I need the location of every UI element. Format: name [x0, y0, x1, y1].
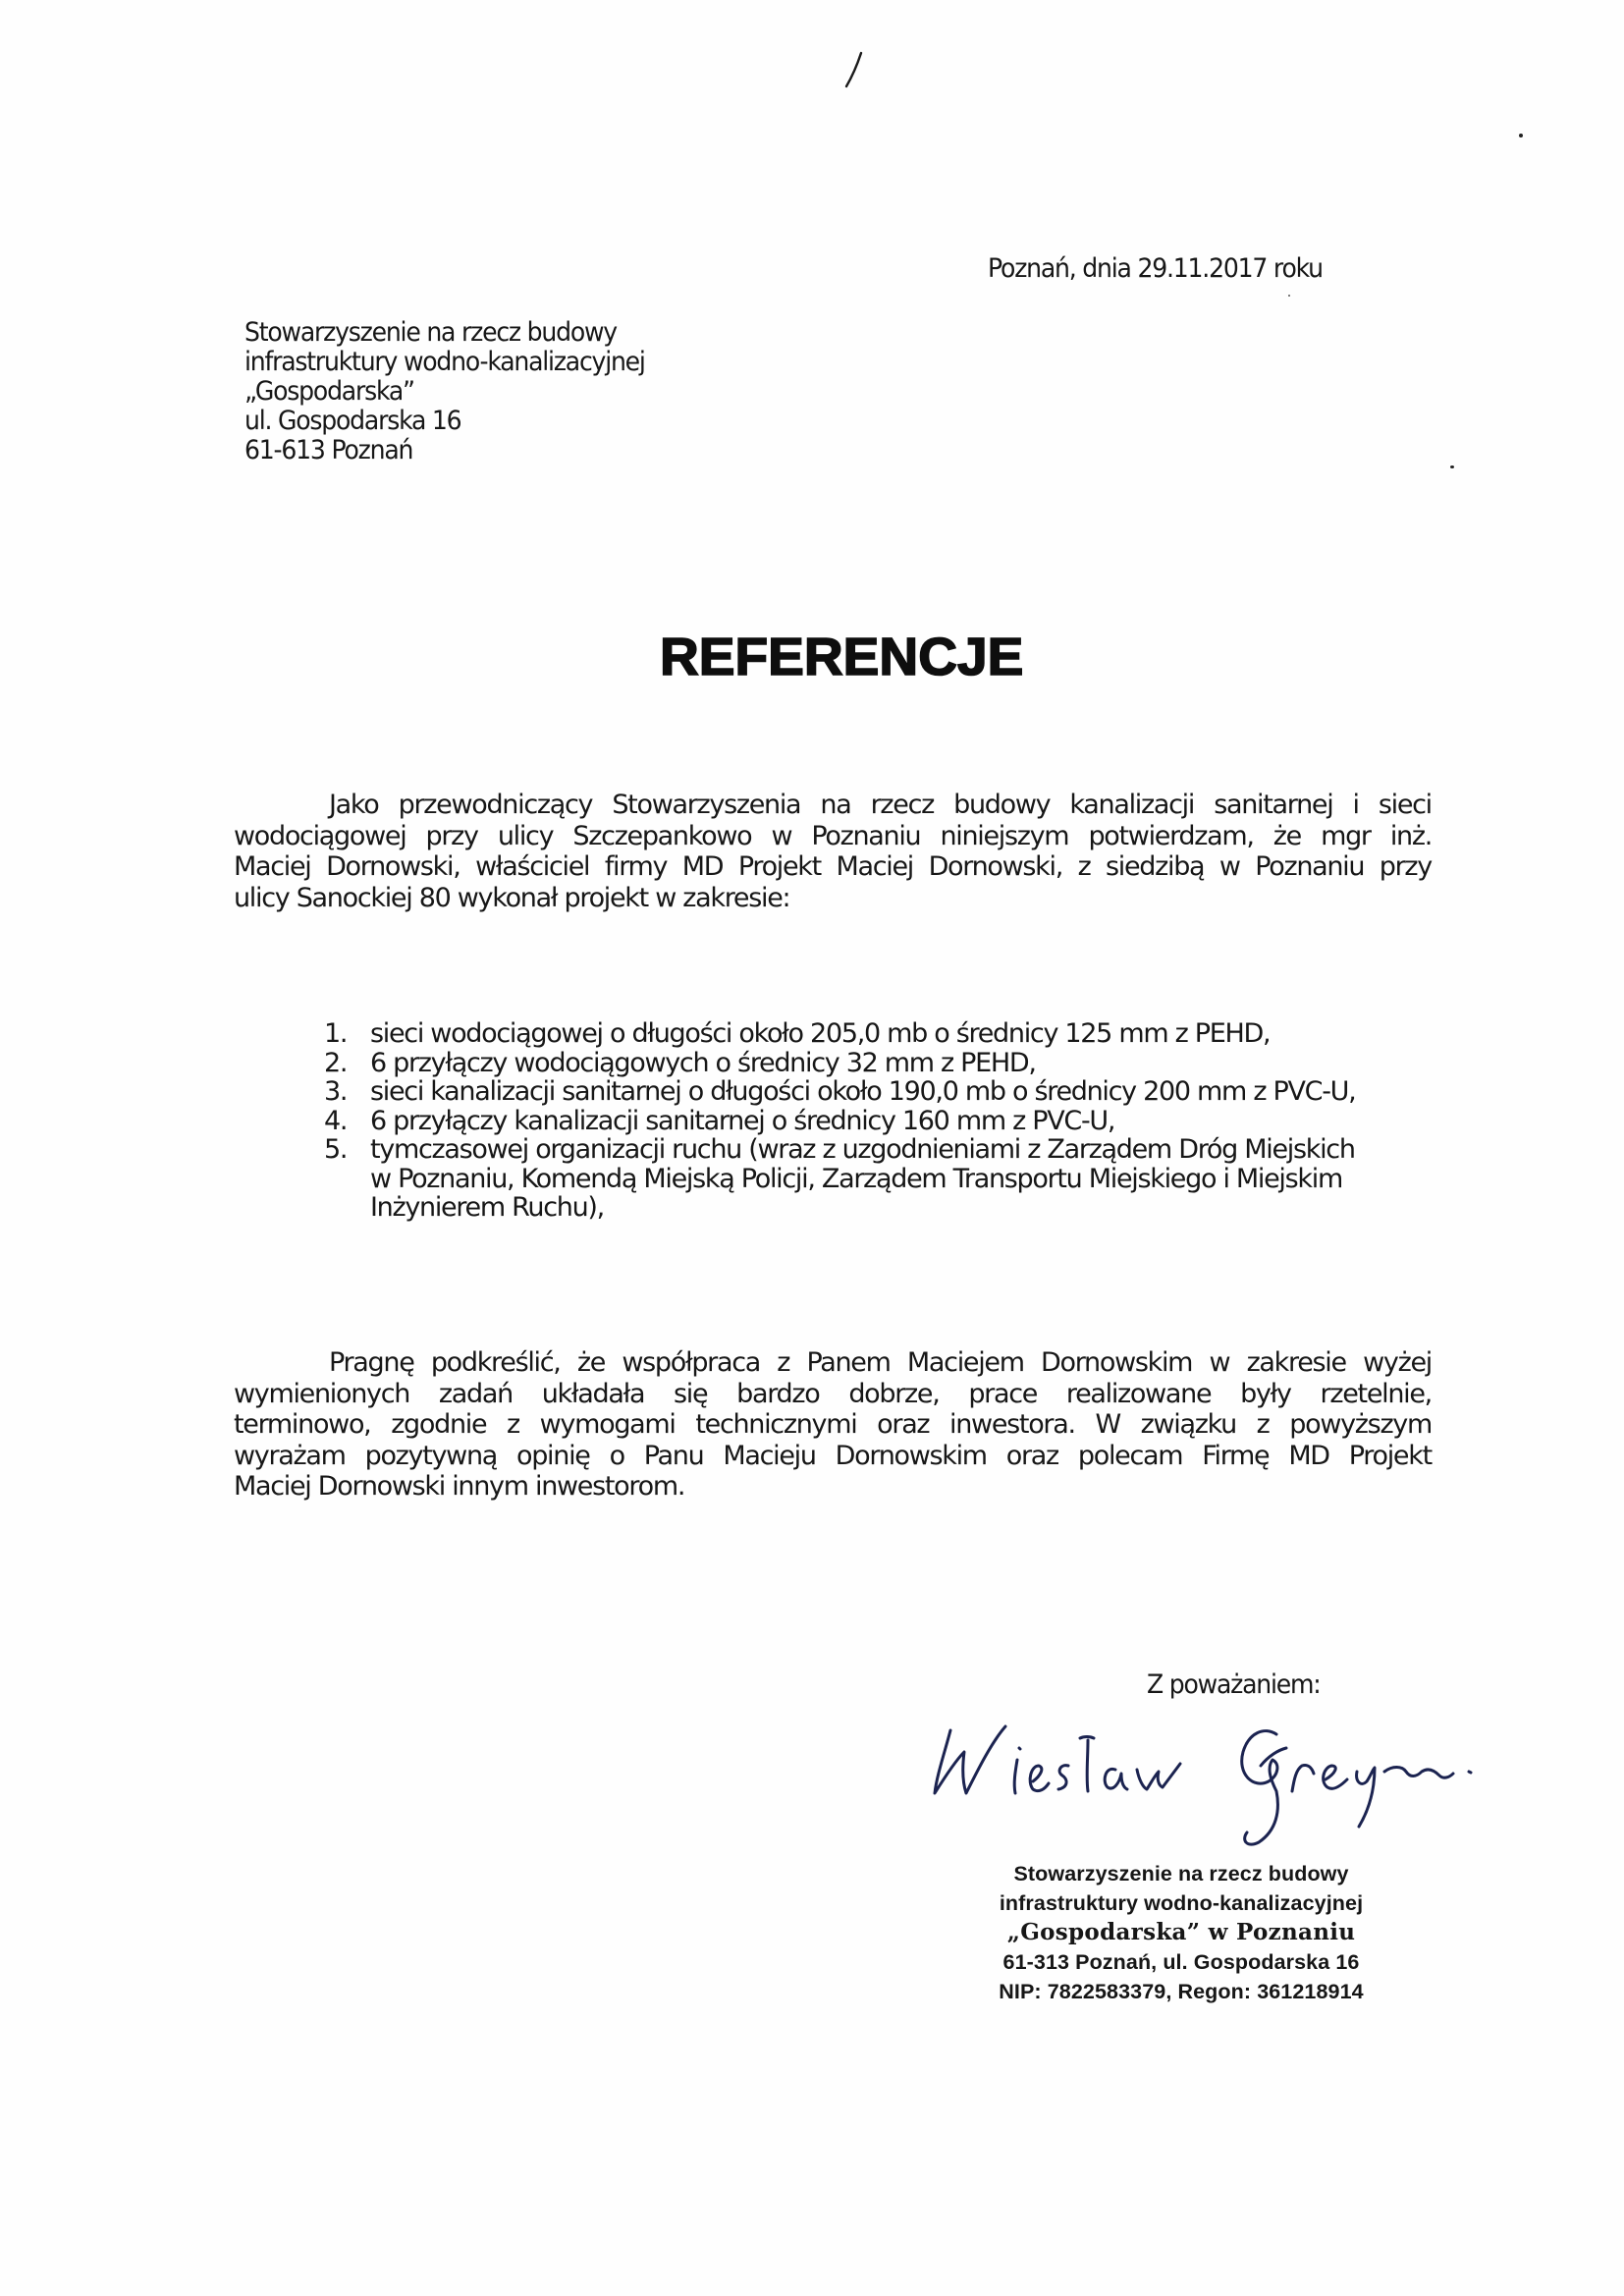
word: prace	[968, 1378, 1038, 1409]
word: na	[820, 790, 851, 820]
word: zakresie	[1246, 1347, 1346, 1378]
word: zadań	[438, 1378, 513, 1409]
word: W	[1095, 1409, 1120, 1440]
scan-speck	[1519, 134, 1523, 137]
word: Poznaniu	[1255, 851, 1365, 882]
word: w	[771, 820, 792, 851]
word: Stowarzyszenia	[612, 790, 801, 820]
word: z	[507, 1409, 519, 1440]
list-number: 3.	[324, 1076, 348, 1107]
paragraph-line	[234, 1441, 1432, 1472]
list-item-text: 6 przyłączy wodociągowych o średnicy 32 mm z PEHD,	[370, 1047, 1036, 1078]
word: technicznymi	[695, 1409, 857, 1440]
word: realizowane	[1065, 1378, 1212, 1409]
word: sanitarnej	[1214, 790, 1333, 820]
word: opinię	[516, 1440, 590, 1471]
word: z	[1256, 1409, 1270, 1440]
word: zgodnie	[391, 1409, 487, 1440]
word: z	[777, 1347, 790, 1378]
stamp-line: NIP: 7822583379, Regon: 361218914	[999, 1980, 1364, 2003]
word: się	[674, 1378, 708, 1409]
word: wodociągowej	[234, 820, 406, 851]
word: Jako	[329, 790, 379, 820]
paragraph-line: Maciej Dornowski innym inwestorom.	[234, 1471, 685, 1502]
list-item-text: sieci kanalizacji sanitarnej o długości około 190,0 mb o średnicy 200 mm z PVC-U,	[370, 1076, 1356, 1107]
word: Szczepankowo	[572, 820, 752, 851]
list-number: 1.	[324, 1018, 348, 1049]
recipient-address	[244, 318, 645, 465]
word: właściciel	[475, 851, 590, 882]
stamp-line: infrastruktury wodno-kanalizacyjnej	[999, 1891, 1364, 1915]
word: inwestora.	[949, 1409, 1075, 1440]
recipient-line: 61-613 Poznań	[244, 435, 413, 465]
word: mgr	[1321, 820, 1371, 851]
closing-paragraph	[234, 1347, 1432, 1503]
word: siedzibą	[1106, 851, 1205, 882]
organization-stamp	[978, 1859, 1384, 2006]
paragraph-line	[234, 851, 1432, 883]
paragraph-line	[234, 1347, 1432, 1379]
paragraph-line	[234, 1379, 1432, 1410]
word: układała	[541, 1378, 645, 1409]
list-item-text: sieci wodociągowej o długości około 205,0 mb o średnicy 125 mm z PEHD,	[370, 1018, 1271, 1049]
list-item-text: tymczasowej organizacji ruchu (wraz z uzgodnieniami z Zarządem Dróg Miejskich	[370, 1134, 1355, 1165]
word: polecam	[1077, 1440, 1183, 1471]
word: że	[576, 1347, 606, 1378]
word: i	[1352, 790, 1359, 820]
recipient-line: Stowarzyszenie na rzecz budowy	[244, 317, 617, 348]
word: rzetelnie,	[1320, 1378, 1432, 1409]
word: wymogami	[539, 1409, 676, 1440]
word: Pragnę	[329, 1347, 414, 1378]
word: podkreślić,	[430, 1347, 561, 1378]
pen-mark	[839, 49, 869, 93]
word: inż.	[1389, 820, 1432, 851]
word: budowy	[953, 790, 1051, 820]
list-number: 4.	[324, 1105, 348, 1136]
paragraph-line: ulicy Sanockiej 80 wykonał projekt w zakresie:	[234, 882, 790, 913]
intro-paragraph	[234, 790, 1432, 913]
word: terminowo,	[234, 1409, 371, 1440]
closing-salutation: Z poważaniem:	[1147, 1669, 1321, 1700]
date-line: Poznań, dnia 29.11.2017 roku	[988, 253, 1323, 284]
word: Maciej	[836, 851, 913, 882]
stamp-line: „Gospodarska” w Poznaniu	[1006, 1919, 1356, 1945]
word: MD	[681, 851, 724, 882]
word: MD	[1288, 1440, 1329, 1471]
word: że	[1272, 820, 1301, 851]
paragraph-line	[234, 821, 1432, 852]
document-title: REFERENCJE	[660, 628, 1024, 686]
word: firmy	[604, 851, 668, 882]
word: Projekt	[737, 851, 821, 882]
word: w	[1218, 851, 1240, 882]
word: przy	[425, 820, 478, 851]
word: Dornowskim	[835, 1440, 987, 1471]
word: dobrze,	[848, 1378, 940, 1409]
recipient-line: infrastruktury wodno-kanalizacyjnej	[244, 347, 645, 377]
word: Dornowski,	[928, 851, 1062, 882]
word: Panem	[806, 1347, 891, 1378]
word: z	[1077, 851, 1091, 882]
word: Dornowski,	[326, 851, 460, 882]
word: oraz	[1005, 1440, 1058, 1471]
word: oraz	[877, 1409, 930, 1440]
word: Panu	[643, 1440, 704, 1471]
handwritten-signature	[923, 1709, 1492, 1856]
word: Macieju	[723, 1440, 816, 1471]
word: ulicy	[497, 820, 554, 851]
word: Dornowskim	[1041, 1347, 1193, 1378]
word: wymienionych	[234, 1378, 410, 1409]
list-item-text: Inżynierem Ruchu),	[370, 1192, 604, 1223]
stamp-line: 61-313 Poznań, ul. Gospodarska 16	[1002, 1950, 1360, 1974]
word: wyżej	[1363, 1347, 1432, 1378]
list-item-text: w Poznaniu, Komendą Miejską Policji, Zarządem Transportu Miejskiego i Miejskim	[370, 1163, 1342, 1194]
word: Poznaniu	[811, 820, 921, 851]
word: związku	[1140, 1409, 1236, 1440]
stamp-line: Stowarzyszenie na rzecz budowy	[1013, 1862, 1349, 1886]
word: pozytywną	[364, 1440, 498, 1471]
list-number: 5.	[324, 1134, 348, 1165]
list-item-text: 6 przyłączy kanalizacji sanitarnej o średnicy 160 mm z PVC-U,	[370, 1105, 1115, 1136]
paragraph-line	[234, 790, 1432, 821]
word: współpraca	[622, 1347, 760, 1378]
word: bardzo	[736, 1378, 820, 1409]
word: powyższym	[1289, 1409, 1432, 1440]
word: potwierdzam,	[1088, 820, 1254, 851]
word: Maciejem	[906, 1347, 1024, 1378]
word: kanalizacji	[1069, 790, 1195, 820]
word: Maciej	[234, 851, 311, 882]
scan-speck	[1288, 295, 1290, 297]
word: Projekt	[1348, 1440, 1432, 1471]
word: były	[1240, 1378, 1291, 1409]
word: niniejszym	[940, 820, 1069, 851]
list-number: 2.	[324, 1047, 348, 1078]
word: sieci	[1378, 790, 1432, 820]
word: o	[609, 1440, 624, 1471]
word: rzecz	[870, 790, 934, 820]
word: przy	[1379, 851, 1432, 882]
word: Firmę	[1202, 1440, 1270, 1471]
word: wyrażam	[234, 1440, 346, 1471]
word: przewodniczący	[398, 790, 593, 820]
recipient-line: ul. Gospodarska 16	[244, 406, 461, 436]
scan-speck	[1450, 465, 1454, 468]
word: w	[1209, 1347, 1230, 1378]
recipient-line: „Gospodarska”	[244, 376, 414, 407]
paragraph-line	[234, 1409, 1432, 1441]
